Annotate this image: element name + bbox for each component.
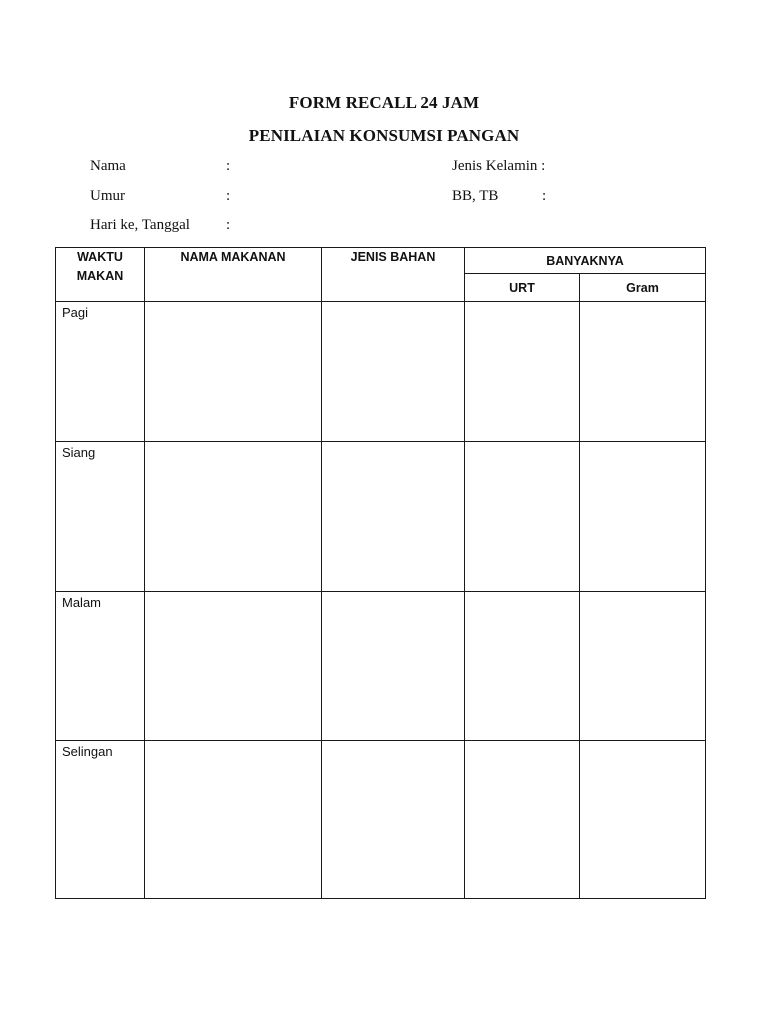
form-title: FORM RECALL 24 JAM xyxy=(288,93,480,112)
cell-urt-pagi[interactable] xyxy=(465,302,580,442)
header-gram: Gram xyxy=(580,274,706,302)
hari-tanggal-label: Hari ke, Tanggal xyxy=(90,217,190,233)
header-jenis-bahan: JENIS BAHAN xyxy=(322,248,465,302)
cell-gram-pagi[interactable] xyxy=(580,302,706,442)
meal-label-pagi: Pagi xyxy=(56,302,145,442)
header-nama-makanan: NAMA MAKANAN xyxy=(145,248,322,302)
cell-jenis-bahan-malam[interactable] xyxy=(322,592,465,741)
recall-table xyxy=(55,247,706,899)
table-row-pagi xyxy=(56,302,706,442)
bb-tb-colon: : xyxy=(542,188,547,204)
header-row xyxy=(56,248,706,274)
header-waktu-makan xyxy=(56,248,145,302)
meal-label-siang: Siang xyxy=(56,442,145,592)
cell-nama-makanan-malam[interactable] xyxy=(145,592,322,741)
umur-colon: : xyxy=(226,188,231,204)
cell-gram-malam[interactable] xyxy=(580,592,706,741)
meal-label-selingan: Selingan xyxy=(56,741,145,899)
cell-urt-selingan[interactable] xyxy=(465,741,580,899)
hari-tanggal-colon: : xyxy=(226,217,231,233)
form-subtitle: PENILAIAN KONSUMSI PANGAN xyxy=(248,126,520,145)
nama-colon: : xyxy=(226,158,231,174)
bb-tb-label: BB, TB xyxy=(452,188,499,204)
header-waktu-line2: MAKAN xyxy=(76,269,124,283)
cell-nama-makanan-selingan[interactable] xyxy=(145,741,322,899)
cell-jenis-bahan-pagi[interactable] xyxy=(322,302,465,442)
cell-urt-siang[interactable] xyxy=(465,442,580,592)
umur-label: Umur xyxy=(90,188,125,204)
cell-gram-siang[interactable] xyxy=(580,442,706,592)
cell-jenis-bahan-selingan[interactable] xyxy=(322,741,465,899)
header-urt: URT xyxy=(465,274,580,302)
meal-label-malam: Malam xyxy=(56,592,145,741)
cell-nama-makanan-pagi[interactable] xyxy=(145,302,322,442)
cell-jenis-bahan-siang[interactable] xyxy=(322,442,465,592)
cell-gram-selingan[interactable] xyxy=(580,741,706,899)
table-row-siang xyxy=(56,442,706,592)
header-banyaknya: BANYAKNYA xyxy=(465,248,706,274)
jenis-kelamin-label: Jenis Kelamin : xyxy=(452,158,546,174)
cell-nama-makanan-siang[interactable] xyxy=(145,442,322,592)
cell-urt-malam[interactable] xyxy=(465,592,580,741)
table-row-malam xyxy=(56,592,706,741)
nama-label: Nama xyxy=(90,158,126,174)
table-row-selingan xyxy=(56,741,706,899)
header-waktu-line1: WAKTU xyxy=(77,250,123,264)
